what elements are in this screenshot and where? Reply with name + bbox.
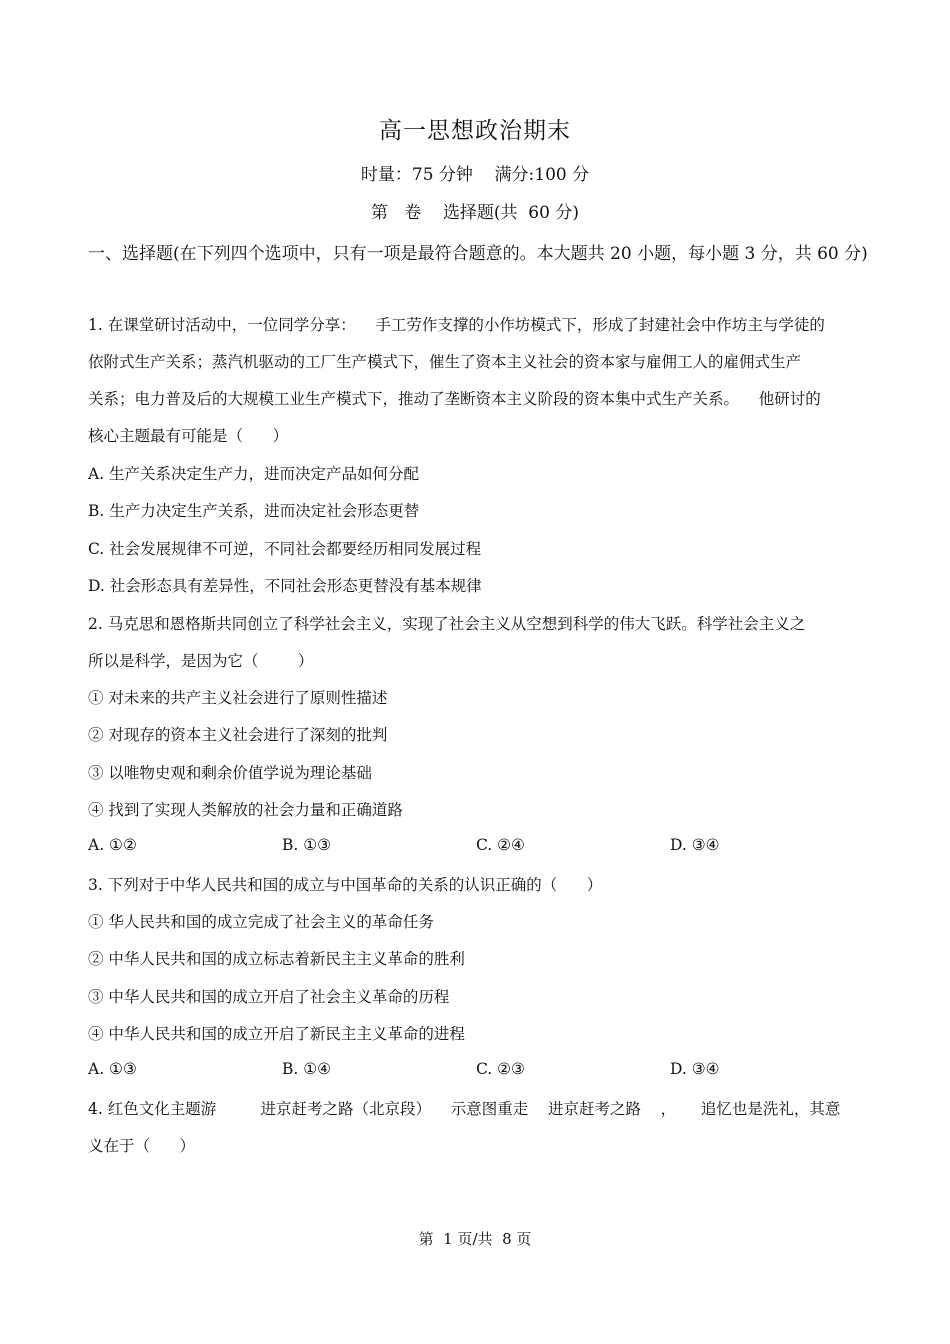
question-3-statement-1: ① 华人民共和国的成立完成了社会主义的革命任务 — [88, 913, 434, 931]
question-2-statement-3: ③ 以唯物史观和剩余价值学说为理论基础 — [88, 764, 372, 782]
question-2-statement-2: ② 对现存的资本主义社会进行了深刻的批判 — [88, 726, 388, 744]
question-3-statement-2: ② 中华人民共和国的成立标志着新民主主义革命的胜利 — [88, 950, 465, 968]
question-2-statement-4: ④ 找到了实现人类解放的社会力量和正确道路 — [88, 801, 403, 819]
exam-time-score: 时量：75 分钟 满分:100 分 — [360, 165, 590, 185]
page-footer: 第 1 页/共 8 页 — [418, 1230, 532, 1248]
question-1-line: 核心主题最有可能是（ ） — [88, 427, 289, 445]
question-2-option-c: C. ②④ — [476, 836, 525, 854]
section-title: 第 卷 选择题(共 60 分) — [371, 203, 579, 223]
question-4-line: 4. 红色文化主题游 进京赶考之路（北京段） 示意图重走 进京赶考之路 ， 追忆也是洗礼，其意 — [88, 1100, 841, 1118]
question-1-option-a: A. 生产关系决定生产力，进而决定产品如何分配 — [88, 465, 420, 483]
question-3-line: 3. 下列对于中华人民共和国的成立与中国革命的关系的认识正确的（ ） — [88, 876, 603, 894]
question-1-line: 依附式生产关系；蒸汽机驱动的工厂生产模式下，催生了资本主义社会的资本家与雇佣工人的雇佣式生产 — [88, 353, 802, 371]
question-1-option-d: D. 社会形态具有差异性，不同社会形态更替没有基本规律 — [88, 577, 482, 595]
exam-title: 高一思想政治期末 — [379, 118, 571, 144]
question-3-statement-3: ③ 中华人民共和国的成立开启了社会主义革命的历程 — [88, 988, 450, 1006]
question-3-option-a: A. ①③ — [88, 1060, 137, 1078]
question-1-option-c: C. 社会发展规律不可逆，不同社会都要经历相同发展过程 — [88, 540, 482, 558]
question-4-line: 义在于（ ） — [88, 1137, 196, 1155]
question-3-option-d: D. ③④ — [670, 1060, 720, 1078]
question-2-statement-1: ① 对未来的共产主义社会进行了原则性描述 — [88, 689, 388, 707]
question-2-option-d: D. ③④ — [670, 836, 720, 854]
question-2-line: 所以是科学，是因为它（ ） — [88, 652, 314, 670]
question-2-option-a: A. ①② — [88, 836, 137, 854]
section-instruction: 一、选择题(在下列四个选项中，只有一项是最符合题意的。本大题共 20 小题，每小题 3 分，共 60 分) — [88, 244, 868, 264]
question-2-option-b: B. ①③ — [282, 836, 332, 854]
question-2-line: 2. 马克思和恩格斯共同创立了科学社会主义，实现了社会主义从空想到科学的伟大飞跃。科学社会主义之 — [88, 615, 806, 633]
question-3-statement-4: ④ 中华人民共和国的成立开启了新民主主义革命的进程 — [88, 1025, 465, 1043]
question-1-line: 关系；电力普及后的大规模工业生产模式下，推动了垄断资本主义阶段的资本集中式生产关系。 他研讨的 — [88, 390, 821, 408]
question-1-option-b: B. 生产力决定生产关系，进而决定社会形态更替 — [88, 502, 420, 520]
question-3-option-b: B. ①④ — [282, 1060, 332, 1078]
question-1-line: 1. 在课堂研讨活动中，一位同学分享： 手工劳作支撑的小作坊模式下，形成了封建社会中作坊主与学徒的 — [88, 316, 825, 334]
question-3-option-c: C. ②③ — [476, 1060, 525, 1078]
